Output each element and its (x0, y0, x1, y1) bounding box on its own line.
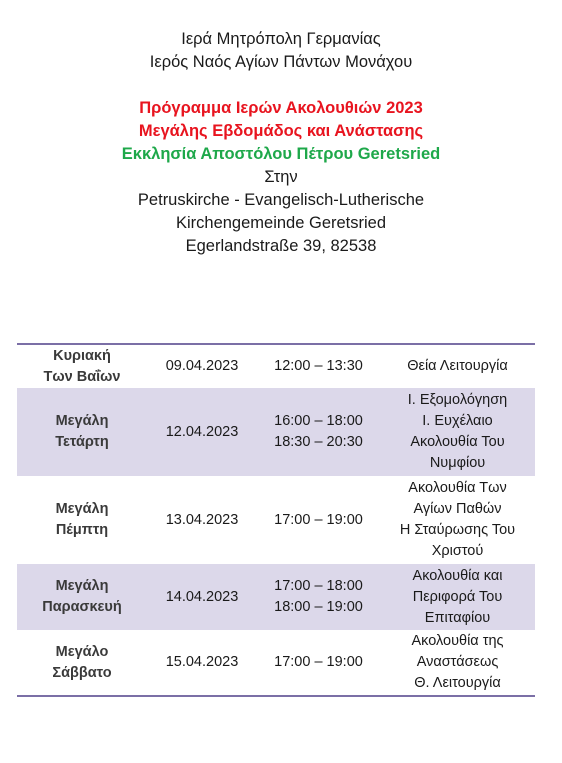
date-cell: 09.04.2023 (147, 344, 257, 388)
service-line: Ακολουθία Του (410, 434, 505, 450)
service-cell (380, 476, 535, 564)
day-label: Τετάρτη (55, 434, 109, 450)
day-label: Κυριακή (53, 347, 111, 364)
time-cell (257, 630, 380, 696)
table-row (17, 564, 535, 630)
location-line-1: Petruskirche - Evangelisch-Lutherische (137, 191, 425, 209)
time-cell (257, 388, 380, 476)
day-label: Μεγάλη (55, 413, 109, 429)
day-label: Σάββατο (52, 664, 112, 681)
time-range: 17:00 – 19:00 (274, 511, 363, 528)
day-label: Μεγάλη (55, 501, 109, 517)
service-cell (380, 630, 535, 696)
service-line: Ακολουθία της (411, 633, 504, 649)
time-range: 18:00 – 19:00 (274, 599, 363, 615)
location-preposition: Στην (264, 168, 298, 186)
time-cell (257, 476, 380, 564)
table-row (17, 476, 535, 564)
day-label: Πέμπτη (55, 522, 109, 538)
service-cell (380, 344, 535, 388)
service-line: Ακολουθία Των (408, 480, 507, 496)
service-line: Επιταφίου (424, 609, 491, 626)
day-cell (17, 344, 147, 388)
service-line: Θ. Λειτουργία (414, 675, 501, 691)
time-range: 17:00 – 19:00 (274, 654, 363, 670)
day-cell (17, 476, 147, 564)
metropolis-name: Ιερά Μητρόπολη Γερμανίας (181, 30, 381, 48)
day-label: Των Βαΐων (43, 368, 121, 385)
parish-name: Ιερός Ναός Αγίων Πάντων Μονάχου (149, 53, 413, 71)
date-cell: 13.04.2023 (165, 511, 239, 528)
table-row (17, 388, 535, 476)
day-label: Μεγάλο (55, 643, 109, 660)
time-range: 12:00 – 13:30 (274, 358, 363, 374)
schedule-title: Πρόγραμμα Ιερών Ακολουθιών 2023 (139, 99, 423, 117)
service-line: Αγίων Παθών (413, 501, 502, 517)
table-row (17, 344, 535, 388)
service-line: Ι. Εξομολόγηση (407, 392, 508, 408)
service-line: Νυμφίου (429, 455, 486, 471)
address: Egerlandstraße 39, 82538 (185, 237, 377, 255)
date-cell: 15.04.2023 (147, 630, 257, 696)
day-label: Μεγάλη (55, 578, 109, 594)
service-cell (380, 564, 535, 630)
schedule-subtitle: Μεγάλης Εβδομάδος και Ανάστασης (138, 122, 424, 140)
header-spacer (0, 74, 562, 97)
day-cell (17, 630, 147, 696)
service-line: Χριστού (431, 543, 484, 559)
table-row (17, 630, 535, 696)
time-range: 17:00 – 18:00 (274, 578, 363, 594)
day-cell (17, 388, 147, 476)
date-cell: 12.04.2023 (147, 388, 257, 476)
time-cell (257, 344, 380, 388)
church-name: Εκκλησία Αποστόλου Πέτρου Geretsried (121, 145, 441, 163)
schedule-table (17, 343, 535, 697)
service-line: Ι. Ευχέλαιο (422, 413, 493, 429)
service-cell (380, 388, 535, 476)
location-line-2: Kirchengemeinde Geretsried (175, 214, 387, 232)
time-range: 18:30 – 20:30 (274, 434, 363, 450)
time-range: 16:00 – 18:00 (274, 413, 363, 429)
service-line: Περιφορά Του (412, 588, 503, 605)
service-line: Ακολουθία και (412, 567, 503, 584)
document-header (0, 28, 562, 258)
time-cell (257, 564, 380, 630)
service-line: Η Σταύρωσης Του (399, 522, 516, 538)
day-cell (17, 564, 147, 630)
service-line: Θεία Λειτουργία (407, 358, 508, 374)
date-cell: 14.04.2023 (147, 564, 257, 630)
service-line: Αναστάσεως (416, 654, 499, 670)
day-label: Παρασκευή (42, 599, 122, 615)
